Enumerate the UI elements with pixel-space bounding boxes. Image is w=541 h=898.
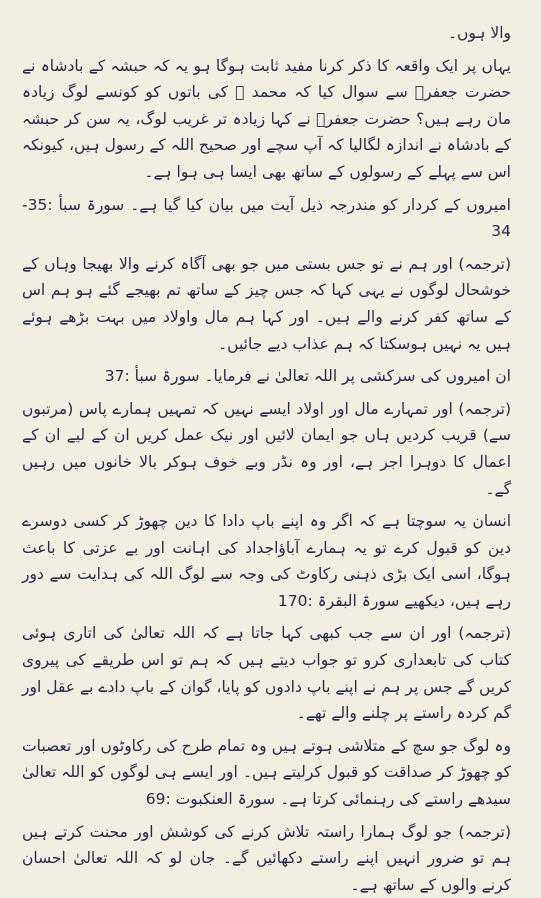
- paragraph-truth-seekers: وہ لوگ جو سچ کے متلاشی ہوتے ہیں وہ تمام طرح کی رکاوٹوں اور تعصبات کو چھوڑ کر صداقت کو قبول کرلیتے ہیں۔ اور ایسے ہی لوگوں کو اللہ تعالیٰ سیدھے راستے کی رہنمائی کرتا ہے۔ سورۃ العنکبوت :69: [22, 736, 511, 809]
- paragraph-forefathers: انسان یہ سوچتا ہے کہ اگر وہ اپنے باپ دادا کا دین چھوڑ کر کسی دوسرے دین کو قبول کرے تو یہ ہمارے آباؤاجداد کی اہانت اور بے عزتی کا باعث ہوگا، اسی ایک بڑی ذہنی رکاوٹ کی وجہ سے لوگ اللہ کی ہدایت سے دور رہے ہیں، دیکھیے سورۃ البقرۃ :170: [22, 512, 511, 610]
- paragraph-baqarah-170-translation: (ترجمہ) اور ان سے جب کبھی کہا جاتا ہے کہ اللہ تعالیٰ کی اتاری ہوئی کتاب کی تابعداری کرو تو جواب دیتے ہیں کہ ہم تو اس طریقے کی پیروی کریں گے جس پر ہم نے اپنے باپ دادوں کو پایا، گوان کے باپ دادے بے عقل اور گم کردہ راستے پر چلنے والے تھے۔: [22, 624, 511, 723]
- paragraph-abyssinia-king: یہاں پر ایک واقعہ کا ذکر کرنا مفید ثابت ہوگا ہو یہ کہ حبشہ کے بادشاہ نے حضرت جعفرؓ سے سوال کیا کہ محمد ﷺ کی باتوں کو کونسے لوگ زیادہ مان رہے ہیں؟ حضرت جعفرؓ نے کہا زیادہ تر غریب لوگ، یہ سن کر حبشہ کے بادشاہ نے اندازہ لگالیا کہ آپ سچے اور صحیح اللہ کے رسول ہیں، کیونکہ اس سے پہلے کے رسولوں کے ساتھ بھی ایسا ہی ہوا ہے۔: [22, 56, 511, 181]
- paragraph-saba-37-intro: ان امیروں کی سرکشی پر اللہ تعالیٰ نے فرمایا۔ سورۃ سبأ :37: [104, 367, 511, 386]
- paragraph-saba-37-translation: (ترجمہ) اور تمہارے مال اور اولاد ایسے نہیں کہ تمہیں ہمارے پاس (مرتبوں سے) قریب کردیں ہاں جو ایمان لائیں اور نیک عمل کریں ان کے لیے ان کے اعمال کا دوہرا اجر ہے، اور وہ نڈر وبے خوف ہوکر بالا خانوں میں رہیں گے۔: [22, 399, 511, 498]
- paragraph-continuation: والا ہوں۔: [447, 24, 511, 42]
- paragraph-saba-35-34-translation: (ترجمہ) اور ہم نے تو جس بستی میں جو بھی آگاہ کرنے والا بھیجا وہاں کے خوشحال لوگوں نے یہی کہا کہ جس چیز کے ساتھ تم بھیجے گئے ہو ہم اس کے ساتھ کفر کرنے والے ہیں۔ اور کہا ہم مال واولاد میں بہت بڑھے ہوئے ہیں یہ نہیں ہوسکتا کہ ہم عذاب دیے جائیں۔: [22, 254, 511, 353]
- paragraph-saba-35-34-intro: امیروں کے کردار کو مندرجہ ذیل آیت میں بیان کیا گیا ہے۔ سورۃ سبأ :35-34: [22, 195, 511, 241]
- paragraph-ankabut-69-translation: (ترجمہ) جو لوگ ہمارا راستہ تلاش کرنے کی کوشش اور محنت کرتے ہیں ہم تو ضرور انہیں اپنے راستے دکھائیں گے۔ جان لو کہ اللہ تعالیٰ احسان کرنے والوں کے ساتھ ہے۔: [22, 822, 511, 894]
